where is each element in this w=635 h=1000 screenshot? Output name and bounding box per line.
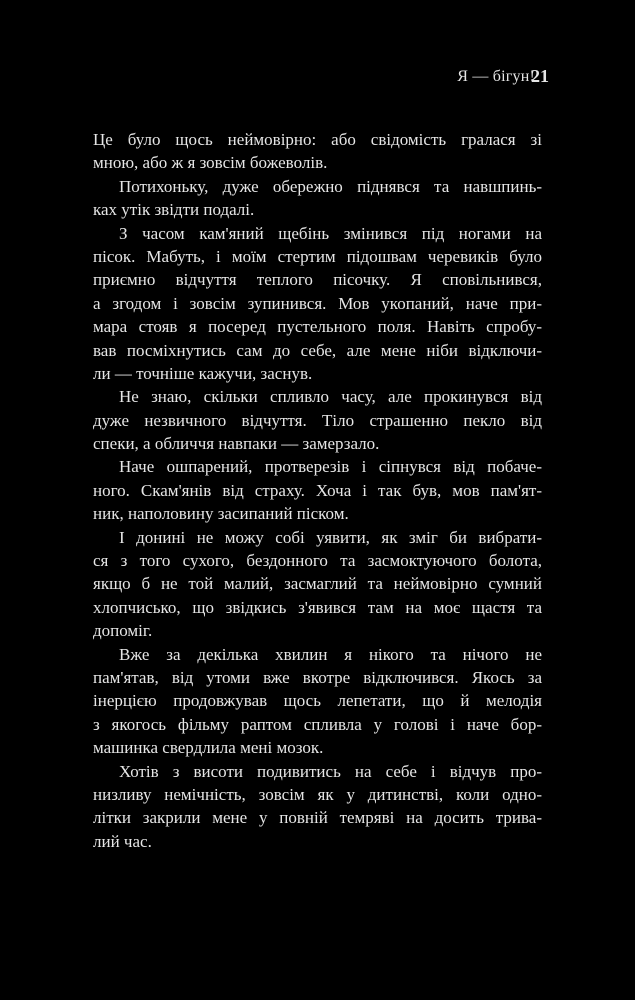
- body-text: [93, 128, 542, 853]
- page-number: 21: [531, 66, 549, 86]
- text-line: літки закрили мене у повній темряві на досить трива-: [93, 808, 542, 828]
- text-line: Не знаю, скільки спливло часу, але прокинувся від: [119, 387, 542, 407]
- text-line: мною, або ж я зовсім божеволів.: [93, 153, 328, 173]
- running-head-title: Я — бігун!: [457, 68, 535, 85]
- text-line: мара стояв я посеред пустельного поля. Навіть спробу-: [93, 317, 542, 337]
- text-line: Вже за декілька хвилин я нікого та нічого не: [119, 644, 542, 664]
- text-line: машинка свердлила мені мозок.: [93, 738, 324, 758]
- text-line: ли — точніше кажучи, заснув.: [93, 363, 313, 383]
- text-line: лий час.: [93, 831, 152, 851]
- text-line: ся з того сухого, бездонного та засмоктуючого болота,: [93, 551, 542, 571]
- text-line: приємно відчуття теплого пісочку. Я сповільнився,: [93, 270, 542, 290]
- text-line: З часом кам'яний щебінь змінився під ногами на: [119, 223, 542, 243]
- text-line: допоміг.: [93, 621, 153, 641]
- text-line: ного. Скам'янів від страху. Хоча і так був, мов пам'ят-: [93, 480, 542, 500]
- text-line: Потихоньку, дуже обережно піднявся та навшпинь-: [119, 176, 542, 196]
- text-line: пісок. Мабуть, і моїм стертим підошвам черевиків було: [93, 246, 542, 266]
- text-line: І донині не можу собі уявити, як зміг би вибрати-: [119, 527, 542, 547]
- text-line: Це було щось неймовірно: або свідомість гралася зі: [93, 130, 542, 149]
- text-line: інерцією продовжував щось лепетати, що й мелодія: [93, 691, 542, 711]
- text-line: Хотів з висоти подивитись на себе і відчув про-: [119, 761, 542, 781]
- text-line: низливу немічність, зовсім як у дитинстві, коли одно-: [93, 784, 542, 804]
- text-line: ник, наполовину засипаний піском.: [93, 504, 349, 524]
- text-line: хлопчисько, що звідкись з'явився там на моє щастя та: [93, 597, 542, 617]
- text-line: вав посміхнутись сам до себе, але мене ніби відключи-: [93, 340, 542, 360]
- text-line: пам'ятав, від утоми вже вкотре відключився. Якось за: [93, 667, 542, 687]
- text-line: якщо б не той малий, засмаглий та неймовірно сумний: [93, 574, 542, 594]
- text-line: з якогось фільму раптом спливла у голові і наче бор-: [93, 714, 542, 734]
- text-line: ках утік звідти подалі.: [93, 200, 255, 220]
- text-line: Наче ошпарений, протверезів і сіпнувся від побаче-: [119, 457, 542, 477]
- text-line: а згодом і зовсім зупинився. Мов укопаний, наче при-: [93, 293, 542, 313]
- text-line: спеки, а обличчя навпаки — замерзало.: [93, 434, 380, 454]
- text-line: дуже незвичного відчуття. Тіло страшенно пекло від: [93, 410, 542, 430]
